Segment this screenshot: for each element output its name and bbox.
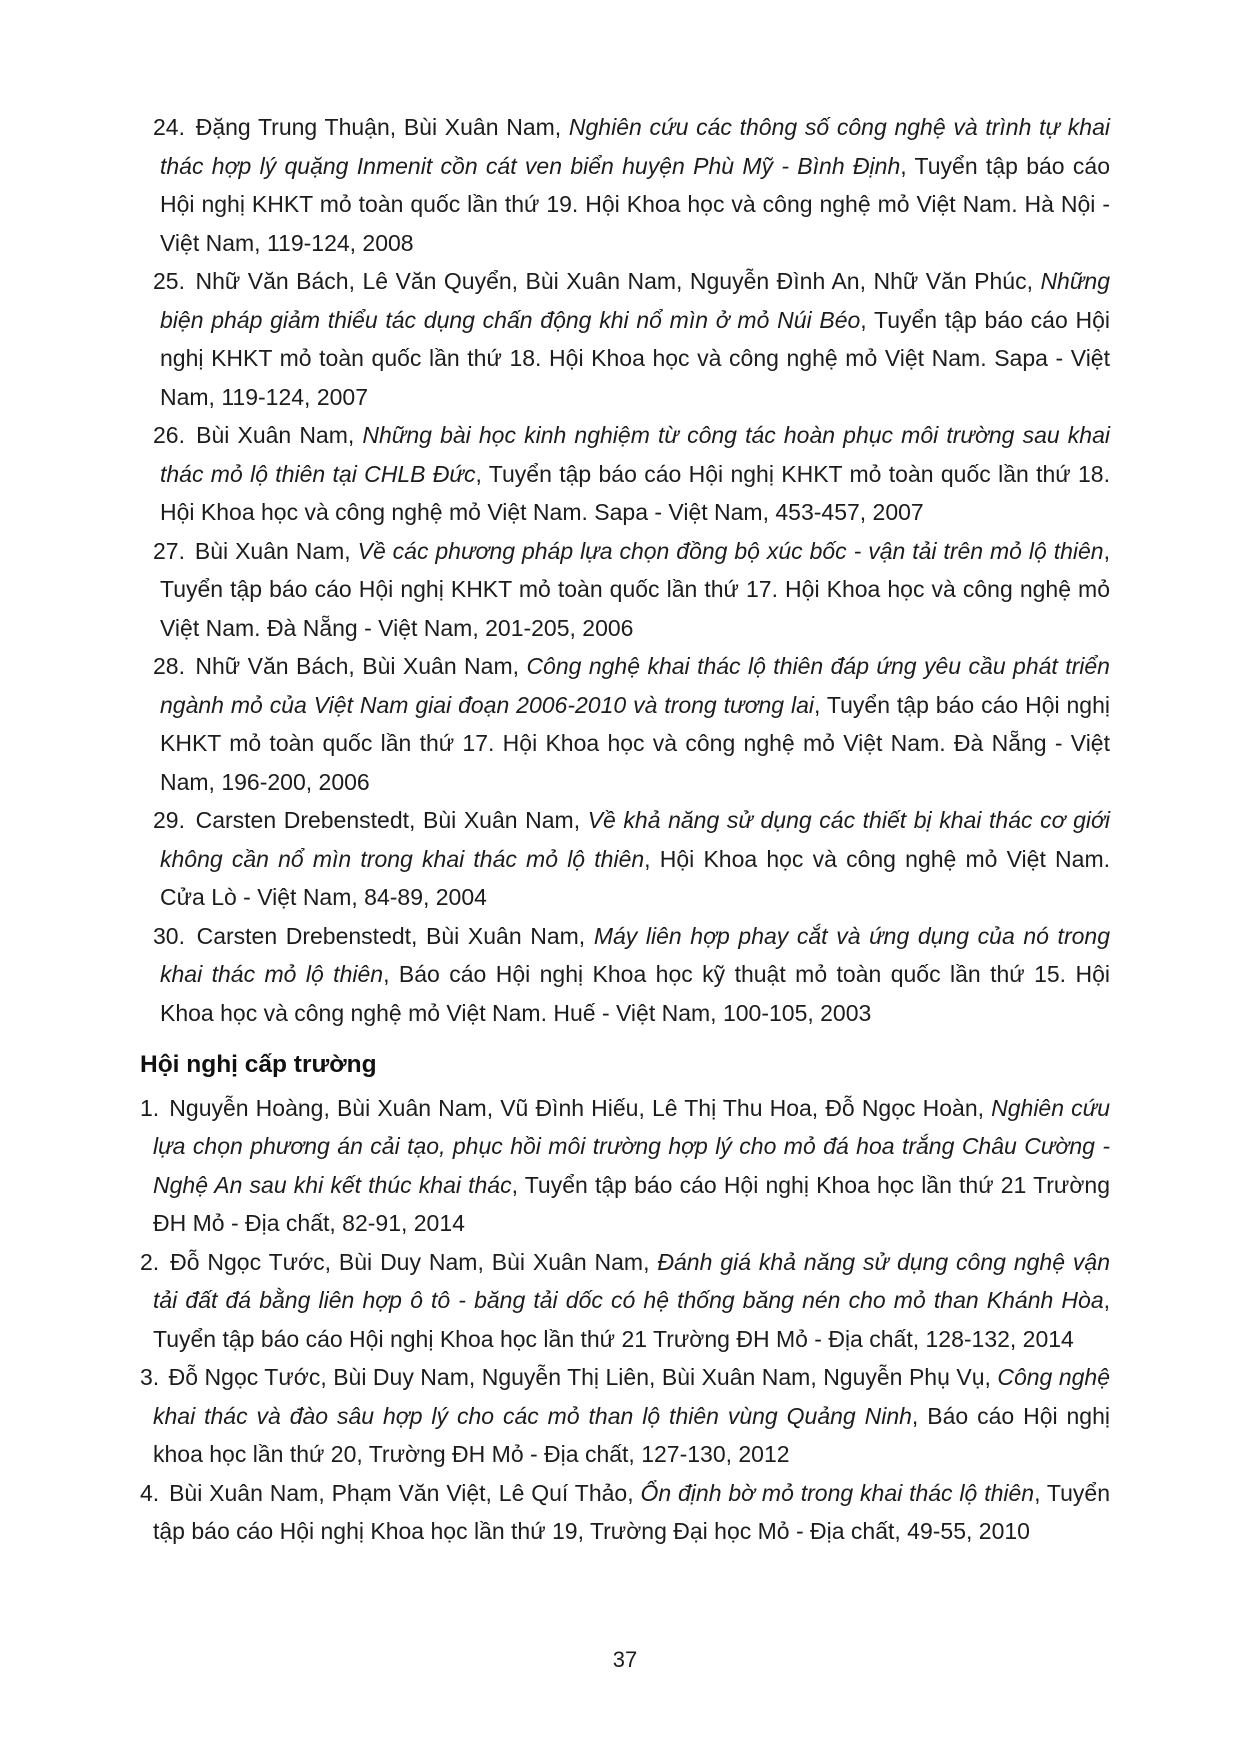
- reference-text: , Tuyển tập báo cáo Hội nghị KHKT mỏ toàn quốc lần thứ 18. Hội Khoa học và công nghệ mỏ Việt Nam. Sapa - Việt Nam, 119-124, 2007: [160, 306, 1111, 410]
- reference-item: [140, 532, 1110, 648]
- reference-text: Đỗ Ngọc Tước, Bùi Duy Nam, Nguyễn Thị Liên, Bùi Xuân Nam, Nguyễn Phụ Vụ,: [168, 1364, 998, 1390]
- reference-item: [140, 1243, 1110, 1359]
- reference-number: 3.: [140, 1364, 166, 1390]
- reference-text: Carsten Drebenstedt, Bùi Xuân Nam,: [196, 922, 594, 949]
- section-heading-university-conferences: Hội nghị cấp trường: [140, 1051, 377, 1078]
- reference-text: , Hội Khoa học và công nghệ mỏ Việt Nam. Cửa Lò - Việt Nam, 84-89, 2004: [160, 845, 1110, 910]
- reference-title: Công nghệ khai thác và đào sâu hợp lý cho các mỏ than lộ thiên vùng Quảng Ninh: [153, 1364, 1110, 1429]
- reference-title: Đánh giá khả năng sử dụng công nghệ vận tải đất đá bằng liên hợp ô tô - băng tải dốc có hệ thống băng nén cho mỏ than Khánh Hòa: [153, 1248, 1110, 1313]
- reference-title: Nghiên cứu lựa chọn phương án cải tạo, phục hồi môi trường hợp lý cho mỏ đá hoa trắng Châu Cường - Nghệ An sau khi kết thúc khai thác: [153, 1094, 1110, 1198]
- reference-item: [140, 1089, 1110, 1243]
- reference-item: [140, 416, 1110, 532]
- reference-text: , Tuyển tập báo cáo Hội nghị Khoa học lần thứ 21 Trường ĐH Mỏ - Địa chất, 128-132, 2014: [153, 1287, 1110, 1352]
- reference-title: Công nghệ khai thác lộ thiên đáp ứng yêu cầu phát triển ngành mỏ của Việt Nam giai đoạn 2006-2010 và trong tương lai: [160, 653, 1110, 718]
- reference-item: [140, 262, 1110, 416]
- reference-text: , Tuyển tập báo cáo Hội nghị Khoa học lần thứ 19, Trường Đại học Mỏ - Địa chất, 49-55, 2010: [153, 1479, 1110, 1544]
- reference-text: Carsten Drebenstedt, Bùi Xuân Nam,: [195, 807, 588, 833]
- reference-text: Bùi Xuân Nam,: [196, 422, 363, 448]
- reference-text: Nhữ Văn Bách, Lê Văn Quyển, Bùi Xuân Nam, Nguyễn Đình An, Nhữ Văn Phúc,: [195, 268, 1041, 294]
- reference-number: 24.: [153, 114, 193, 140]
- reference-text: Nhữ Văn Bách, Bùi Xuân Nam,: [195, 653, 527, 679]
- reference-number: 28.: [153, 653, 193, 679]
- reference-title: Nghiên cứu các thông số công nghệ và trình tự khai thác hợp lý quặng Inmenit cồn cát ven biển huyện Phù Mỹ - Bình Định: [160, 114, 1110, 179]
- reference-text: Đặng Trung Thuận, Bùi Xuân Nam,: [195, 114, 569, 140]
- reference-title: Về khả năng sử dụng các thiết bị khai thác cơ giới không cần nổ mìn trong khai thác mỏ lộ thiên: [160, 807, 1110, 872]
- page-content: [140, 108, 1110, 1551]
- reference-number: 26.: [153, 422, 194, 448]
- publication-list-national-conferences: [140, 108, 1110, 1032]
- reference-title: Về các phương pháp lựa chọn đồng bộ xúc bốc - vận tải trên mỏ lộ thiên: [357, 537, 1104, 564]
- reference-text: , Báo cáo Hội nghị Khoa học kỹ thuật mỏ toàn quốc lần thứ 15. Hội Khoa học và công nghệ mỏ Việt Nam. Huế - Việt Nam, 100-105, 2003: [160, 961, 1111, 1026]
- reference-text: Đỗ Ngọc Tước, Bùi Duy Nam, Bùi Xuân Nam,: [170, 1248, 658, 1275]
- reference-title: Những biện pháp giảm thiểu tác dụng chấn động khi nổ mìn ở mỏ Núi Béo: [160, 268, 1110, 333]
- reference-text: , Tuyển tập báo cáo Hội nghị KHKT mỏ toàn quốc lần thứ 19. Hội Khoa học và công nghệ mỏ Việt Nam. Hà Nội - Việt Nam, 119-124, 2008: [160, 152, 1110, 256]
- reference-number: 29.: [153, 807, 193, 833]
- reference-number: 2.: [140, 1248, 168, 1275]
- reference-text: , Báo cáo Hội nghị khoa học lần thứ 20, Trường ĐH Mỏ - Địa chất, 127-130, 2012: [153, 1402, 1110, 1467]
- reference-text: , Tuyển tập báo cáo Hội nghị KHKT mỏ toàn quốc lần thứ 17. Hội Khoa học và công nghệ mỏ Việt Nam. Đà Nẵng - Việt Nam, 201-205, 2006: [160, 537, 1110, 641]
- reference-item: [140, 917, 1110, 1033]
- page-number: 37: [612, 1647, 638, 1672]
- reference-item: [140, 1358, 1110, 1474]
- reference-text: Bùi Xuân Nam,: [194, 537, 358, 564]
- reference-number: 1.: [140, 1094, 167, 1121]
- reference-text: Nguyễn Hoàng, Bùi Xuân Nam, Vũ Đình Hiếu, Lê Thị Thu Hoa, Đỗ Ngọc Hoàn,: [169, 1094, 992, 1121]
- reference-number: 30.: [153, 922, 194, 949]
- publication-list-university-conferences: [140, 1089, 1110, 1551]
- reference-title: Máy liên hợp phay cắt và ứng dụng của nó trong khai thác mỏ lộ thiên: [160, 922, 1110, 987]
- reference-text: , Tuyển tập báo cáo Hội nghị KHKT mỏ toàn quốc lần thứ 18. Hội Khoa học và công nghệ mỏ Việt Nam. Sapa - Việt Nam, 453-457, 2007: [160, 460, 1110, 525]
- reference-number: 27.: [153, 537, 192, 564]
- reference-text: , Tuyển tập báo cáo Hội nghị Khoa học lần thứ 21 Trường ĐH Mỏ - Địa chất, 82-91, 2014: [153, 1171, 1110, 1236]
- reference-text: , Tuyển tập báo cáo Hội nghị KHKT mỏ toàn quốc lần thứ 17. Hội Khoa học và công nghệ mỏ Việt Nam. Đà Nẵng - Việt Nam, 196-200, 2006: [160, 691, 1110, 795]
- reference-item: [140, 801, 1110, 917]
- reference-number: 4.: [140, 1479, 167, 1506]
- reference-item: [140, 1474, 1110, 1551]
- reference-text: Bùi Xuân Nam, Phạm Văn Việt, Lê Quí Thảo,: [169, 1479, 641, 1506]
- reference-title: Những bài học kinh nghiệm từ công tác hoàn phục môi trường sau khai thác mỏ lộ thiên tại CHLB Đức: [160, 422, 1110, 487]
- reference-number: 25.: [153, 268, 193, 294]
- reference-title: Ổn định bờ mỏ trong khai thác lộ thiên: [640, 1479, 1035, 1506]
- reference-item: [140, 647, 1110, 801]
- reference-item: [140, 108, 1110, 262]
